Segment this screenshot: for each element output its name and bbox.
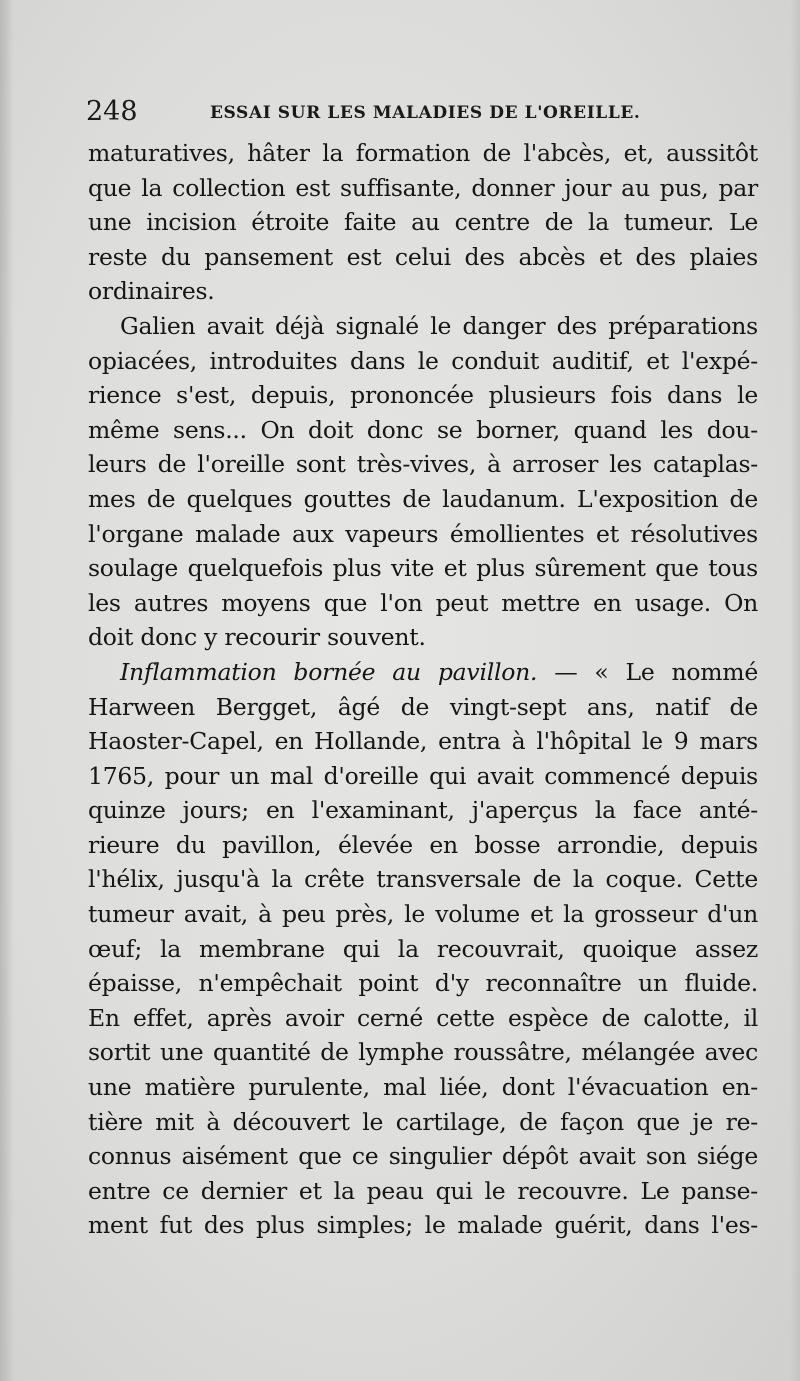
text-line: l'organe malade aux vapeurs émollientes et résolutives: [88, 519, 758, 548]
text-line: une matière purulente, mal liée, dont l'évacuation en-: [88, 1073, 758, 1102]
text-line: ordinaires.: [88, 277, 215, 306]
text-line: les autres moyens que l'on peut mettre en usage. On: [88, 588, 758, 617]
text-line: tière mit à découvert le cartilage, de façon que je re-: [88, 1107, 758, 1136]
text-line: œuf; la membrane qui la recouvrait, quoique assez: [88, 934, 758, 963]
text-line: connus aisément que ce singulier dépôt avait son siége: [88, 1142, 758, 1171]
text-line: que la collection est suffisante, donner jour au pus, par: [88, 173, 758, 202]
text-line: sortit une quantité de lymphe roussâtre, mélangée avec: [88, 1038, 758, 1067]
text-line: une incision étroite faite au centre de la tumeur. Le: [88, 208, 758, 237]
body-text: [88, 136, 758, 1243]
text-line: Galien avait déjà signalé le danger des préparations: [120, 311, 758, 340]
case-heading: Inflammation bornée au pavillon.: [120, 657, 538, 686]
text-line: Haoster-Capel, en Hollande, entra à l'hôpital le 9 mars: [88, 727, 758, 756]
text-line: leurs de l'oreille sont très-vives, à arroser les cataplas-: [88, 450, 758, 479]
text-line: même sens... On doit donc se borner, quand les dou-: [88, 415, 758, 444]
text-line: tumeur avait, à peu près, le volume et la grosseur d'un: [88, 900, 758, 929]
text-line: 1765, pour un mal d'oreille qui avait commencé depuis: [88, 761, 758, 790]
text-line: doit donc y recourir souvent.: [88, 623, 426, 652]
case-heading-rest: — « Le nommé: [554, 657, 758, 686]
text-line: opiacées, introduites dans le conduit auditif, et l'expé-: [88, 346, 758, 375]
running-head: [86, 92, 758, 132]
text-line: mes de quelques gouttes de laudanum. L'exposition de: [88, 484, 758, 513]
text-line: rieure du pavillon, élevée en bosse arrondie, depuis: [88, 830, 758, 859]
text-line: soulage quelquefois plus vite et plus sûrement que tous: [88, 554, 758, 583]
text-line: épaisse, n'empêchait point d'y reconnaître un fluide.: [88, 969, 758, 998]
text-line: En effet, après avoir cerné cette espèce de calotte, il: [88, 1003, 758, 1032]
running-title: ESSAI SUR LES MALADIES DE L'OREILLE.: [210, 103, 641, 123]
page-gutter-shadow: [0, 0, 14, 1381]
text-line: reste du pansement est celui des abcès et des plaies: [88, 242, 758, 271]
case-heading-line: [88, 655, 758, 690]
text-line: l'hélix, jusqu'à la crête transversale de la coque. Cette: [88, 865, 758, 894]
page-number: 248: [86, 96, 138, 127]
text-line: Harween Bergget, âgé de vingt-sept ans, natif de: [88, 692, 758, 721]
page-edge-shadow: [790, 0, 800, 1381]
text-line: entre ce dernier et la peau qui le recouvre. Le panse-: [88, 1176, 758, 1205]
text-line: quinze jours; en l'examinant, j'aperçus la face anté-: [88, 796, 758, 825]
text-line: ment fut des plus simples; le malade guérit, dans l'es-: [88, 1211, 758, 1240]
text-line: rience s'est, depuis, prononcée plusieurs fois dans le: [88, 381, 758, 410]
text-line: maturatives, hâter la formation de l'abcès, et, aussitôt: [88, 139, 758, 167]
